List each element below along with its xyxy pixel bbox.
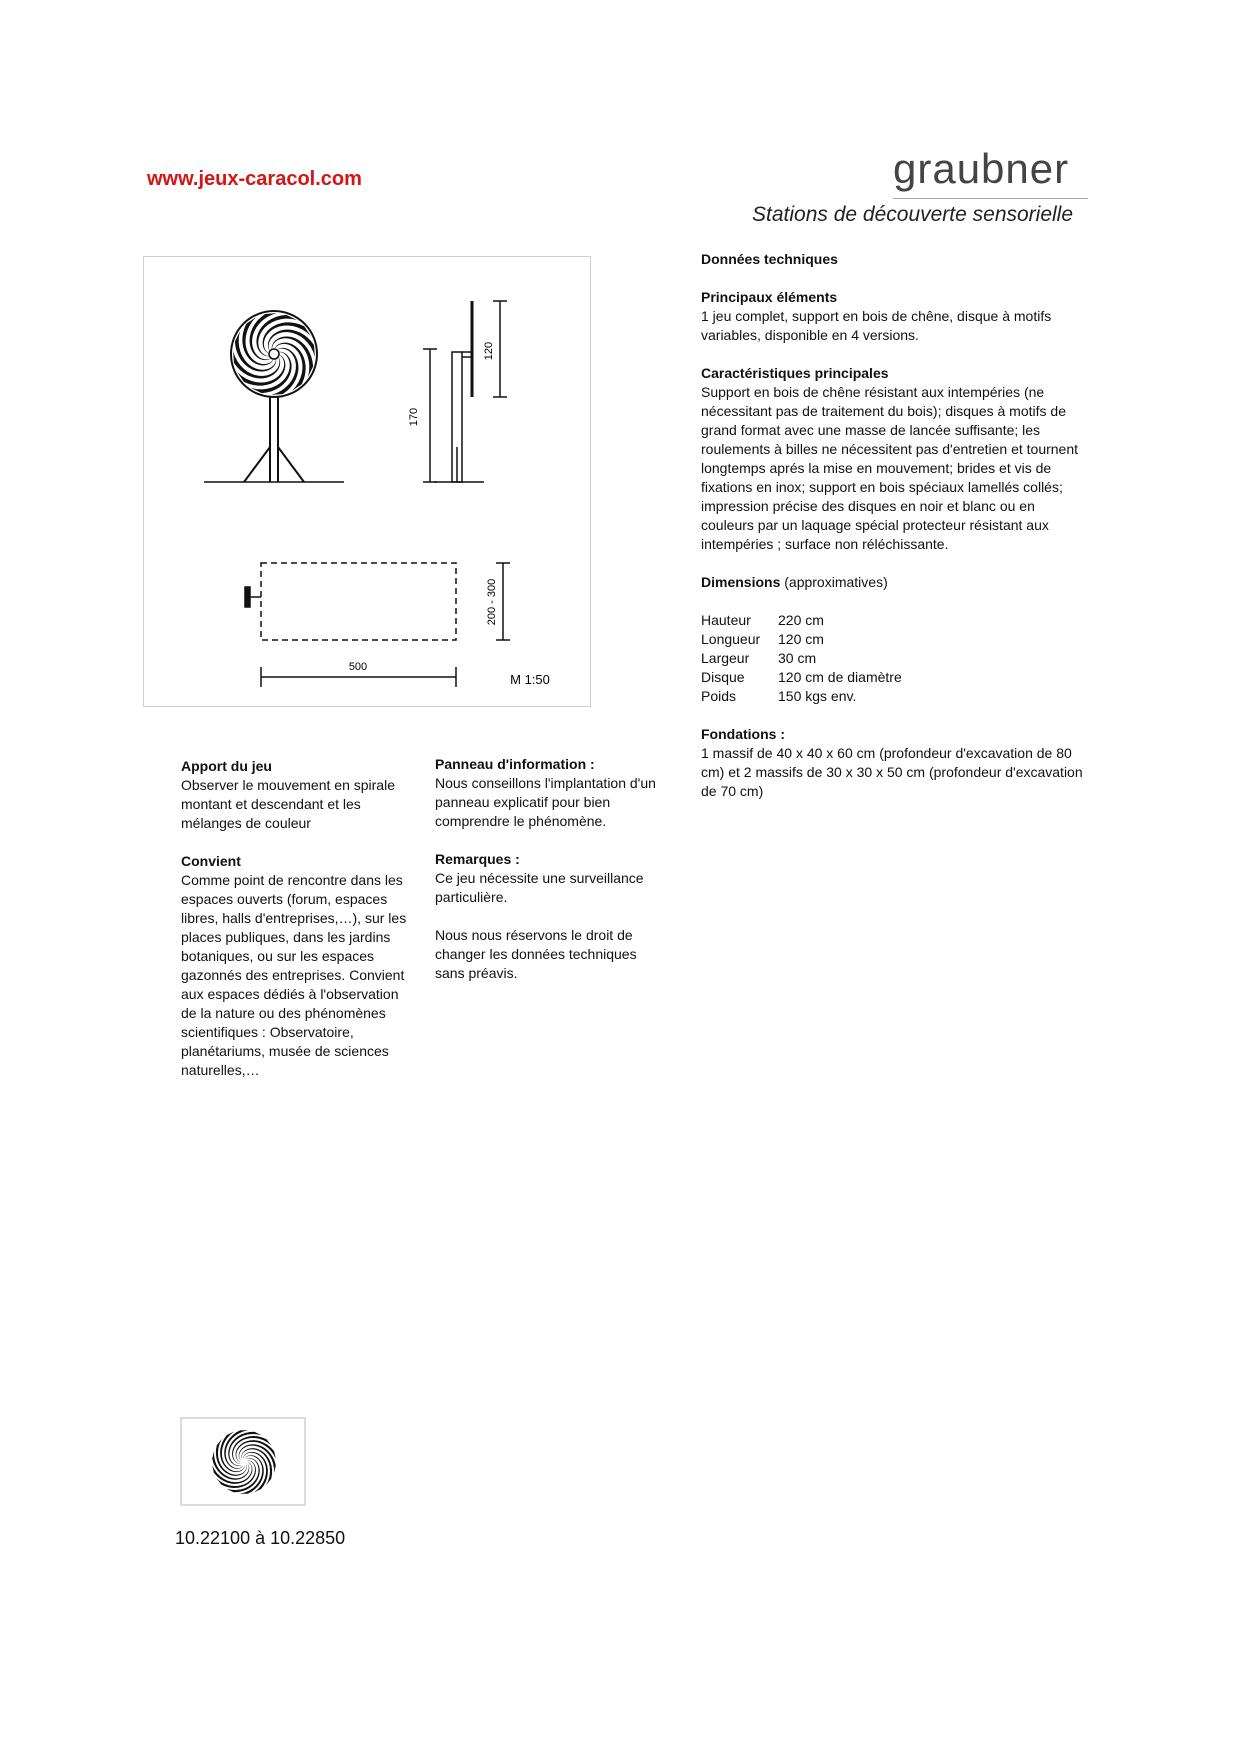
dimension-row xyxy=(701,668,1091,687)
remarks-heading: Remarques : xyxy=(435,851,520,867)
dimension-row xyxy=(701,687,1091,706)
apport-text: Observer le mouvement en spirale montant et descendant et les mélanges de couleur xyxy=(181,777,395,831)
dimension-label: Longueur xyxy=(701,631,761,647)
dim-length: 500 xyxy=(348,661,368,673)
apport-heading: Apport du jeu xyxy=(181,758,272,774)
tech-title: Données techniques xyxy=(701,251,838,267)
dimension-label: Poids xyxy=(701,688,737,704)
foundations-heading: Fondations : xyxy=(701,726,785,742)
plan-view xyxy=(245,563,510,687)
foundations-text: 1 massif de 40 x 40 x 60 cm (profondeur d'excavation de 80 cm) et 2 massifs de 30 x 30 x 50 cm (profondeur d'excavation de 70 cm) xyxy=(701,745,1083,799)
dimension-row xyxy=(701,611,1091,630)
technical-drawing xyxy=(143,256,591,707)
panel-heading: Panneau d'information : xyxy=(435,756,595,772)
product-reference: 10.22100 à 10.22850 xyxy=(175,1528,346,1548)
dim-side-height: 170 xyxy=(408,407,420,427)
spiral-thumbnail xyxy=(180,1417,306,1506)
features-heading: Caractéristiques principales xyxy=(701,365,889,381)
dimensions-note: (approximatives) xyxy=(784,574,888,590)
main-elements-text: 1 jeu complet, support en bois de chêne, disque à motifs variables, disponible en 4 versions. xyxy=(701,308,1052,343)
dim-disc: 120 xyxy=(483,341,495,361)
dimensions-table xyxy=(701,611,1091,706)
convient-text: Comme point de rencontre dans les espaces ouverts (forum, espaces libres, halls d'entreprises,…), sur les places publiques, dans les jardins botaniques, ou sur les espaces gazonnés des entreprises. Convient aux espaces dédiés à l'observation de la nature ou des phénomènes scientifiques : Observatoire, planétariums, musée de sciences naturelles,… xyxy=(181,872,407,1078)
website-link[interactable]: www.jeux-caracol.com xyxy=(147,168,362,190)
dimension-label: Disque xyxy=(701,669,745,685)
dim-width: 200 - 300 xyxy=(486,578,498,626)
main-elements-heading: Principaux éléments xyxy=(701,289,838,305)
dimension-value: 30 cm xyxy=(778,650,817,666)
brand-logo: graubner xyxy=(893,145,1070,192)
dimension-row xyxy=(701,649,1091,668)
front-view-disc xyxy=(231,311,317,397)
rights-text: Nous nous réservons le droit de changer les données techniques sans préavis. xyxy=(435,927,637,981)
middle-column xyxy=(435,755,665,1002)
dimensions-heading: Dimensions xyxy=(701,574,781,590)
convient-heading: Convient xyxy=(181,853,241,869)
front-view-stand xyxy=(204,397,344,482)
side-view xyxy=(423,301,507,482)
dimension-row xyxy=(701,630,1091,649)
page-subtitle: Stations de découverte sensorielle xyxy=(752,203,1074,226)
dimension-label: Largeur xyxy=(701,650,750,666)
features-text: Support en bois de chêne résistant aux intempéries (ne nécessitant pas de traitement du bois); disques à motifs de grand format avec une masse de lancée suffisante; les roulements à billes ne nécessitent pas d'entretien et tournent longtemps aprés la mise en mouvement; brides et vis de fixations en inox; support en bois spéciaux lamellés collés; impression précise des disques en noir et blanc ou en couleurs par un laquage spécial protecteur résistant aux intempéries ; surface non réléchissante. xyxy=(701,384,1079,552)
dimension-value: 150 kgs env. xyxy=(778,688,857,704)
dimension-value: 120 cm de diamètre xyxy=(778,669,902,685)
dimension-value: 220 cm xyxy=(778,612,824,628)
technical-data xyxy=(701,250,1091,820)
panel-text: Nous conseillons l'implantation d'un panneau explicatif pour bien comprendre le phénomène. xyxy=(435,775,656,829)
dimension-label: Hauteur xyxy=(701,612,751,628)
dimension-value: 120 cm xyxy=(778,631,824,647)
remarks-text: Ce jeu nécessite une surveillance particulière. xyxy=(435,870,644,905)
drawing-scale: M 1:50 xyxy=(510,672,550,687)
left-column xyxy=(181,757,411,1099)
brand-underline xyxy=(893,198,1088,199)
